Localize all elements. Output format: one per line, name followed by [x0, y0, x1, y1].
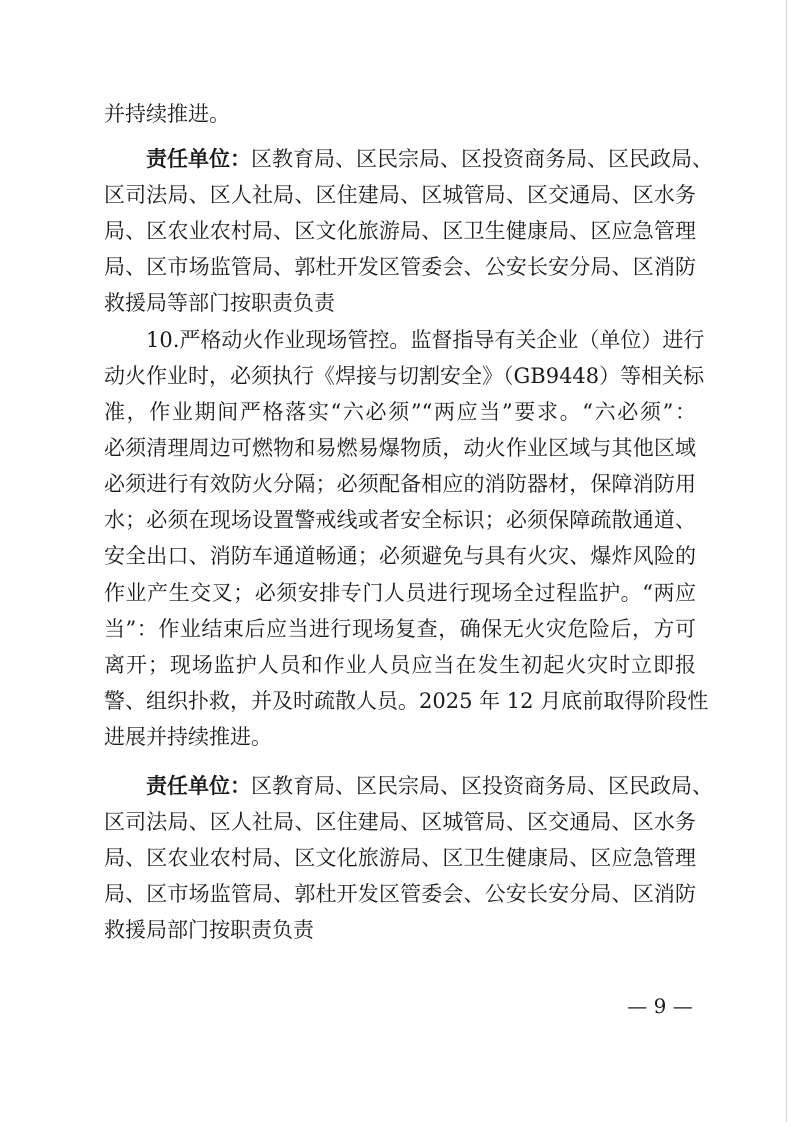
scan-edge-line — [786, 0, 787, 1122]
paragraph-line: 局、区市场监管局、郭杜开发区管委会、公安长安分局、区消防 — [104, 255, 696, 279]
paragraph-line: 区司法局、区人社局、区住建局、区城管局、区交通局、区水务 — [104, 183, 696, 207]
paragraph-line: 水；必须在现场设置警戒线或者安全标识；必须保障疏散通道、 — [104, 508, 696, 532]
paragraph-line: 警、组织扑救，并及时疏散人员。2025 年 12 月底前取得阶段性 — [104, 689, 709, 713]
item-heading-line: 10.严格动火作业现场管控。监督指导有关企业（单位）进行 — [146, 328, 705, 352]
page-number: — 9 — — [627, 994, 693, 1018]
paragraph-line: 准，作业期间严格落实“六必须”“两应当”要求。“六必须”： — [104, 400, 696, 424]
paragraph-line: 安全出口、消防车通道畅通；必须避免与具有火灾、爆炸风险的 — [104, 544, 696, 568]
responsibility-text: 区教育局、区民宗局、区投资商务局、区民政局、 — [251, 774, 713, 798]
paragraph-line: 局、区农业农村局、区文化旅游局、区卫生健康局、区应急管理 — [104, 846, 696, 870]
paragraph-line: 动火作业时，必须执行《焊接与切割安全》（GB9448）等相关标 — [104, 364, 705, 388]
responsibility-label: 责任单位： — [146, 146, 251, 171]
document-body — [104, 0, 713, 1000]
paragraph-line: 救援局等部门按职责负责 — [104, 291, 335, 315]
paragraph-line: 必须进行有效防火分隔；必须配备相应的消防器材，保障消防用 — [104, 472, 696, 496]
responsibility-label: 责任单位： — [146, 773, 251, 798]
paragraph-line: 离开；现场监护人员和作业人员应当在发生初起火灾时立即报 — [104, 653, 696, 677]
paragraph-line: 当”：作业结束后应当进行现场复查，确保无火灾危险后，方可 — [104, 617, 696, 641]
paragraph-line: 进展并持续推进。 — [104, 725, 272, 749]
paragraph-line: 必须清理周边可燃物和易燃易爆物质，动火作业区域与其他区域 — [104, 436, 696, 460]
responsibility-line — [104, 773, 713, 799]
paragraph-line: 局、区市场监管局、郭杜开发区管委会、公安长安分局、区消防 — [104, 882, 696, 906]
paragraph-line: 救援局部门按职责负责 — [104, 918, 314, 942]
paragraph-line: 并持续推进。 — [104, 102, 230, 126]
paragraph-line: 区司法局、区人社局、区住建局、区城管局、区交通局、区水务 — [104, 810, 696, 834]
responsibility-line — [104, 146, 713, 172]
responsibility-text: 区教育局、区民宗局、区投资商务局、区民政局、 — [251, 147, 713, 171]
paragraph-line: 局、区农业农村局、区文化旅游局、区卫生健康局、区应急管理 — [104, 219, 696, 243]
paragraph-line: 作业产生交叉；必须安排专门人员进行现场全过程监护。“两应 — [104, 581, 696, 605]
